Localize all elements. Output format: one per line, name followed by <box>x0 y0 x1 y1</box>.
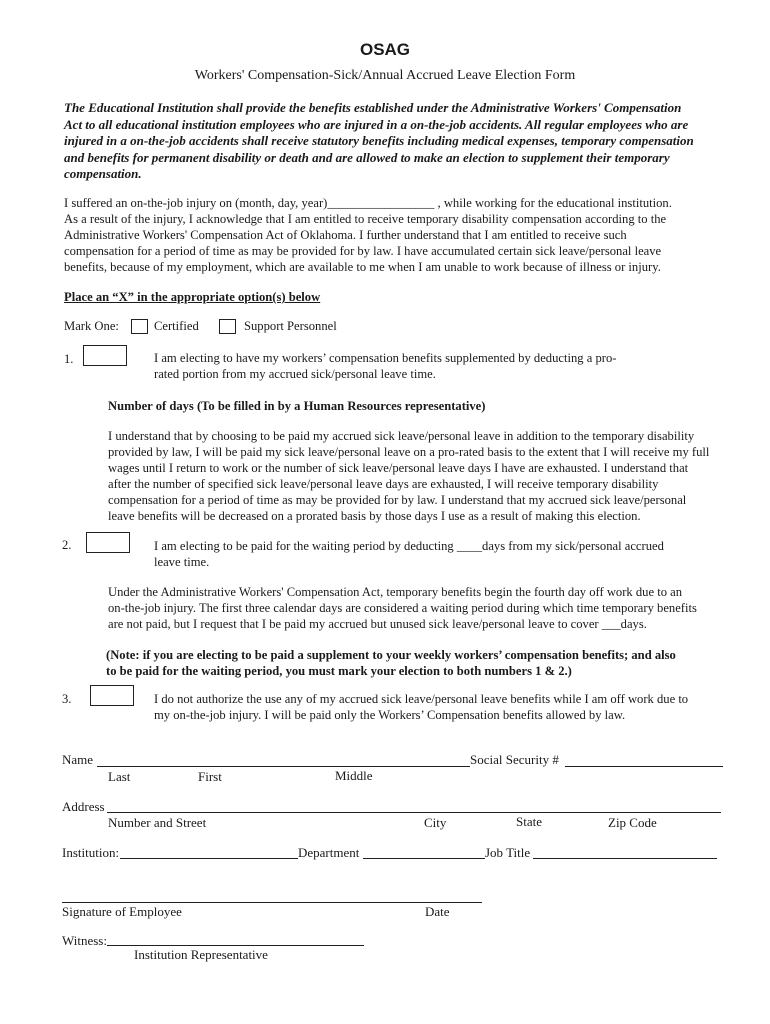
option-3-checkbox[interactable] <box>90 685 134 706</box>
statement-line: As a result of the injury, I acknowledge that I am entitled to receive temporary disability compensation according to the <box>64 212 667 226</box>
option-1-checkbox[interactable] <box>83 345 127 366</box>
statement-line: compensation for a period of time as may be provided for by law. I have accumulated certain sick leave/personal leave <box>64 244 662 258</box>
option-2-checkbox[interactable] <box>86 532 130 553</box>
job-title-input-line[interactable] <box>533 858 717 859</box>
witness-label: Witness: <box>62 933 107 948</box>
option-1-line: I am electing to have my workers’ compensation benefits supplemented by deducting a pro- <box>154 351 617 365</box>
option-2-line: I am electing to be paid for the waiting period by deducting ____days from my sick/personal accrued <box>154 539 664 553</box>
option-2-text <box>154 538 664 570</box>
support-personnel-checkbox[interactable] <box>219 319 236 334</box>
signature-label: Signature of Employee <box>62 904 182 919</box>
statement-line: Administrative Workers' Compensation Act of Oklahoma. I further understand that I am entitled to receive such <box>64 228 627 242</box>
state-caption: State <box>516 814 542 829</box>
instructions-heading: Place an “X” in the appropriate option(s) below <box>64 290 321 304</box>
ssn-label: Social Security # <box>470 752 559 767</box>
option-1-detail-line: compensation for a period of time as may be provided for by law. I understand that my accrued sick leave/personal <box>108 493 687 507</box>
middle-name-caption: Middle <box>335 768 373 783</box>
last-name-caption: Last <box>108 769 131 784</box>
city-caption: City <box>424 815 447 830</box>
statement-line: benefits, because of my employment, which are available to me when I am unable to work because of illness or injury. <box>64 260 661 274</box>
intro-line: and benefits for permanent disability or death and are allowed to make an election to supplement their temporary <box>64 149 670 165</box>
signature-input-line[interactable] <box>62 902 482 903</box>
option-3-line: my on-the-job injury. I will be paid only the Workers’ Compensation benefits allowed by law. <box>154 708 626 722</box>
option-1-detail-line: provided by law, I will be paid my sick leave/personal leave on a pro-rated basis to the extent that I will receive my full <box>108 445 710 459</box>
note-paragraph <box>106 647 676 679</box>
intro-line: injured in a on-the-job accidents shall receive statutory benefits including medical expenses, temporary compensation <box>64 133 694 148</box>
name-input-line[interactable] <box>97 766 470 767</box>
intro-line: The Educational Institution shall provide the benefits established under the Administrative Workers' Compensation <box>64 100 682 115</box>
institution-representative-caption: Institution Representative <box>134 947 268 962</box>
option-1-text <box>154 350 616 382</box>
support-personnel-label: Support Personnel <box>244 319 337 333</box>
option-1-detail-line: after the number of specified sick leave/personal leave days are exhausted, I will receive temporary disability <box>108 477 659 491</box>
department-input-line[interactable] <box>363 858 485 859</box>
option-2-detail-line: on-the-job injury. The first three calendar days are considered a waiting period during which time temporary benefits <box>108 601 697 615</box>
institution-label: Institution: <box>62 845 120 860</box>
intro-line: Act to all educational institution employees who are injured in a on-the-job accidents. All regular employees who are <box>64 116 689 132</box>
zip-code-caption: Zip Code <box>608 815 657 830</box>
intro-paragraph <box>64 100 694 183</box>
option-3-line: I do not authorize the use any of my accrued sick leave/personal leave benefits while I am off work due to <box>154 692 689 706</box>
address-input-line[interactable] <box>107 812 721 813</box>
note-line: (Note: if you are electing to be paid a supplement to your weekly workers’ compensation benefits; and also <box>106 648 676 662</box>
note-line: to be paid for the waiting period, you must mark your election to both numbers 1 & 2.) <box>106 664 572 678</box>
option-2-detail-line: are not paid, but I request that I be paid my accrued but unused sick leave/personal leave to cover ___days. <box>108 617 647 631</box>
certified-checkbox[interactable] <box>131 319 148 334</box>
statement-line: I suffered an on-the-job injury on (month, day, year)_________________ , while working for the educational institution. <box>64 196 672 210</box>
option-2-detail-line: Under the Administrative Workers' Compensation Act, temporary benefits begin the fourth day off work due to an <box>108 585 683 599</box>
option-1-detail-line: leave benefits will be decreased on a prorated basis by those days I use as a result of making this election. <box>108 509 641 523</box>
form-title: OSAG <box>359 40 411 59</box>
option-1-detail-line: I understand that by choosing to be paid my accrued sick leave/personal leave in addition to the temporary disability <box>108 429 695 443</box>
option-1-detail-line: wages until I return to work or the number of sick leave/personal leave days I have are exhausted. I understand that <box>108 461 689 475</box>
certified-label: Certified <box>154 319 199 333</box>
option-1-number: 1. <box>64 352 74 366</box>
number-of-days-label: Number of days (To be filled in by a Human Resources representative) <box>108 399 486 413</box>
form-subtitle: Workers' Compensation-Sick/Annual Accrued Leave Election Form <box>194 68 576 83</box>
intro-line: compensation. <box>64 166 142 181</box>
option-3-number: 3. <box>62 692 72 706</box>
date-label: Date <box>425 904 450 919</box>
street-caption: Number and Street <box>108 815 207 830</box>
name-label: Name <box>62 752 94 767</box>
option-1-detail <box>108 428 709 524</box>
option-3-text <box>154 691 688 723</box>
ssn-input-line[interactable] <box>565 766 723 767</box>
job-title-label: Job Title <box>485 845 531 860</box>
address-label: Address <box>62 799 105 814</box>
institution-input-line[interactable] <box>120 858 298 859</box>
option-2-line: leave time. <box>154 555 210 569</box>
witness-input-line[interactable] <box>107 945 364 946</box>
option-1-line: rated portion from my accrued sick/personal leave time. <box>154 367 436 381</box>
mark-one-label: Mark One: <box>64 319 119 333</box>
option-2-number: 2. <box>62 538 72 552</box>
option-2-detail <box>108 584 697 632</box>
statement-paragraph <box>64 195 672 275</box>
first-name-caption: First <box>198 769 222 784</box>
department-label: Department <box>298 845 360 860</box>
